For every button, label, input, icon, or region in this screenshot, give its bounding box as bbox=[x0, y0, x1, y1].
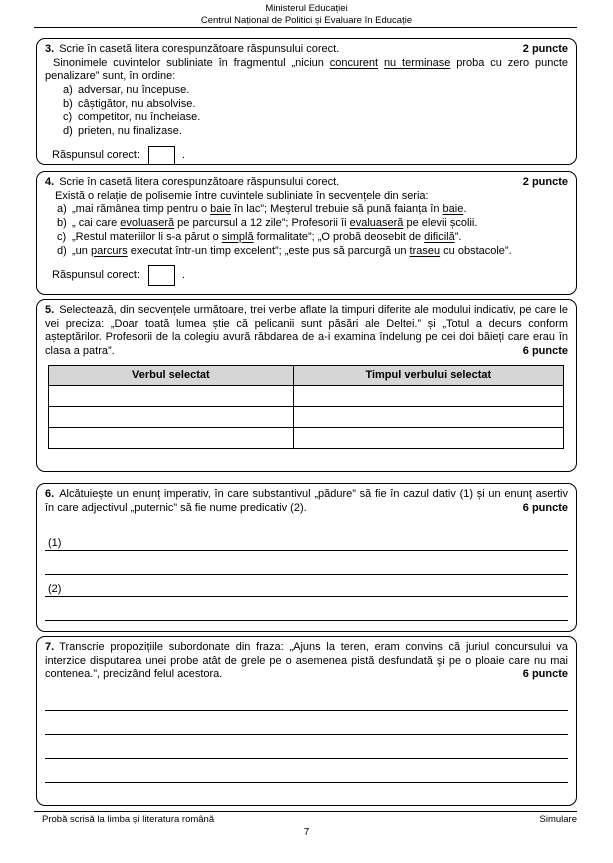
document-header bbox=[0, 3, 613, 27]
column-header-verb: Verbul selectat bbox=[49, 366, 294, 386]
question-3-options bbox=[63, 84, 568, 139]
write-line-4[interactable] bbox=[45, 759, 568, 783]
header-divider bbox=[34, 27, 577, 28]
document-footer bbox=[42, 814, 577, 825]
ministry-title: Ministerul Educației bbox=[265, 3, 348, 14]
statement-2-label: (2) bbox=[48, 582, 62, 595]
verbs-table bbox=[48, 365, 564, 449]
question-4-answer-row bbox=[52, 264, 568, 286]
write-line-3[interactable] bbox=[45, 735, 568, 759]
question-4-lead: Există o relație de polisemie între cuvintele subliniate în secvențele din seria: bbox=[55, 189, 429, 202]
table-header-row bbox=[49, 366, 564, 386]
question-5-text: 5. Selectează, din secvențele următoare, trei verbe aflate la timpuri diferite ale modului indicativ, pe care le vei preciza: „Doar toată lumea știe că pelicanii sunt păsări ale Deltei.” și „Totul a decurs conform așteptărilor. Profesorii de la colegiu avură răbdarea de a-i examina îndelung pe cei doi băieți care erau în clasa a patra”. 6 puncte bbox=[45, 304, 568, 357]
tense-cell[interactable] bbox=[293, 428, 563, 449]
question-3-number: 3. bbox=[45, 43, 55, 55]
center-title: Centrul Național de Politici și Evaluare în Educație bbox=[200, 15, 413, 26]
page-number: 7 bbox=[303, 827, 310, 838]
footer-session-label: Simulare bbox=[539, 814, 577, 825]
option-d: d) „un parcurs executat într-un timp excelent”; „este pus să parcurgă un traseu cu obstacole”. bbox=[57, 244, 512, 257]
answer-period: . bbox=[182, 149, 186, 162]
spacer bbox=[45, 515, 568, 529]
option-a: a) adversar, nu începuse. bbox=[63, 83, 190, 96]
option-d: d) prieten, nu finalizase. bbox=[63, 125, 182, 138]
column-header-tense: Timpul verbului selectat bbox=[293, 366, 563, 386]
write-line-1[interactable] bbox=[45, 529, 568, 551]
answer-period: . bbox=[182, 268, 186, 281]
verb-cell[interactable] bbox=[49, 386, 294, 407]
question-6-points: 6 puncte bbox=[522, 501, 568, 514]
question-4-number: 4. bbox=[45, 176, 55, 188]
question-7-text: 7. Transcrie propozițiile subordonate din fraza: „Ajuns la teren, eram convins că juriul concursului va interzice disputarea unei probe atât de grele pe o asemenea pistă desfundată şi pe o ploaie care nu mai contenea.”, precizând felul acestora. 6 puncte bbox=[45, 641, 568, 681]
verb-cell[interactable] bbox=[49, 407, 294, 428]
option-a: a) „mai rămânea timp pentru o baie în lac”; Meșterul trebuie să pună faianța în baie. bbox=[57, 203, 467, 216]
table-row bbox=[49, 407, 564, 428]
question-4-points: 2 puncte bbox=[522, 176, 568, 188]
question-5-box bbox=[36, 299, 577, 472]
table-row bbox=[49, 428, 564, 449]
question-4-header bbox=[45, 176, 568, 190]
answer-input-box[interactable] bbox=[148, 265, 175, 286]
statement-1-label: (1) bbox=[48, 536, 62, 549]
question-3-body: Sinonimele cuvintelor subliniate în fragmentul „niciun concurent nu terminase proba cu zero puncte penalizare” sunt, în ordine: bbox=[45, 56, 569, 83]
table-row bbox=[49, 386, 564, 407]
question-6-text: 6. Alcătuiește un enunț imperativ, în care substantivul „pădure” să fie în cazul dativ (1) și un enunț asertiv în care adjectivul „puternic” să fie nume predicativ (2). 6 puncte bbox=[45, 488, 568, 514]
write-line-1[interactable] bbox=[45, 687, 568, 711]
tense-cell[interactable] bbox=[293, 386, 563, 407]
question-5-number: 5. bbox=[45, 304, 55, 316]
tense-cell[interactable] bbox=[293, 407, 563, 428]
question-7-points: 6 puncte bbox=[522, 668, 568, 681]
option-c: c) competitor, nu încheiase. bbox=[63, 111, 201, 124]
write-line-2[interactable] bbox=[45, 551, 568, 575]
question-3-box bbox=[36, 38, 577, 165]
verb-cell[interactable] bbox=[49, 428, 294, 449]
question-7-number: 7. bbox=[45, 641, 55, 653]
answer-label: Răspunsul corect: bbox=[52, 268, 141, 281]
question-5-points: 6 puncte bbox=[522, 344, 568, 357]
question-3-answer-row bbox=[52, 145, 568, 165]
option-b: b) „ cai care evoluaseră pe parcursul a 12 zile”; Profesorii îi evaluaseră pe elevii școlii. bbox=[57, 216, 478, 229]
question-4-box bbox=[36, 171, 577, 295]
question-7-box bbox=[36, 636, 577, 806]
question-6-box bbox=[36, 483, 577, 632]
question-3-intro: 3. Scrie în casetă litera corespunzătoare răspunsului corect. bbox=[45, 43, 340, 55]
write-line-2[interactable] bbox=[45, 711, 568, 735]
option-b: b) câștigător, nu absolvise. bbox=[63, 97, 196, 110]
write-line-4[interactable] bbox=[45, 597, 568, 621]
write-line-3[interactable] bbox=[45, 575, 568, 597]
question-6-number: 6. bbox=[45, 488, 55, 500]
footer-divider bbox=[34, 811, 577, 812]
answer-input-box[interactable] bbox=[148, 146, 175, 165]
question-4-intro: 4. Scrie în casetă litera corespunzătoare răspunsului corect. bbox=[45, 176, 340, 188]
option-c: c) „Restul materiilor li s-a părut o simplă formalitate”; „O probă deosebit de dificilă”. bbox=[57, 230, 462, 243]
question-3-header bbox=[45, 43, 568, 57]
footer-exam-title: Probă scrisă la limba și literatura română bbox=[42, 814, 215, 825]
question-4-options bbox=[57, 203, 568, 258]
question-3-points: 2 puncte bbox=[522, 43, 568, 55]
answer-label: Răspunsul corect: bbox=[52, 149, 141, 162]
